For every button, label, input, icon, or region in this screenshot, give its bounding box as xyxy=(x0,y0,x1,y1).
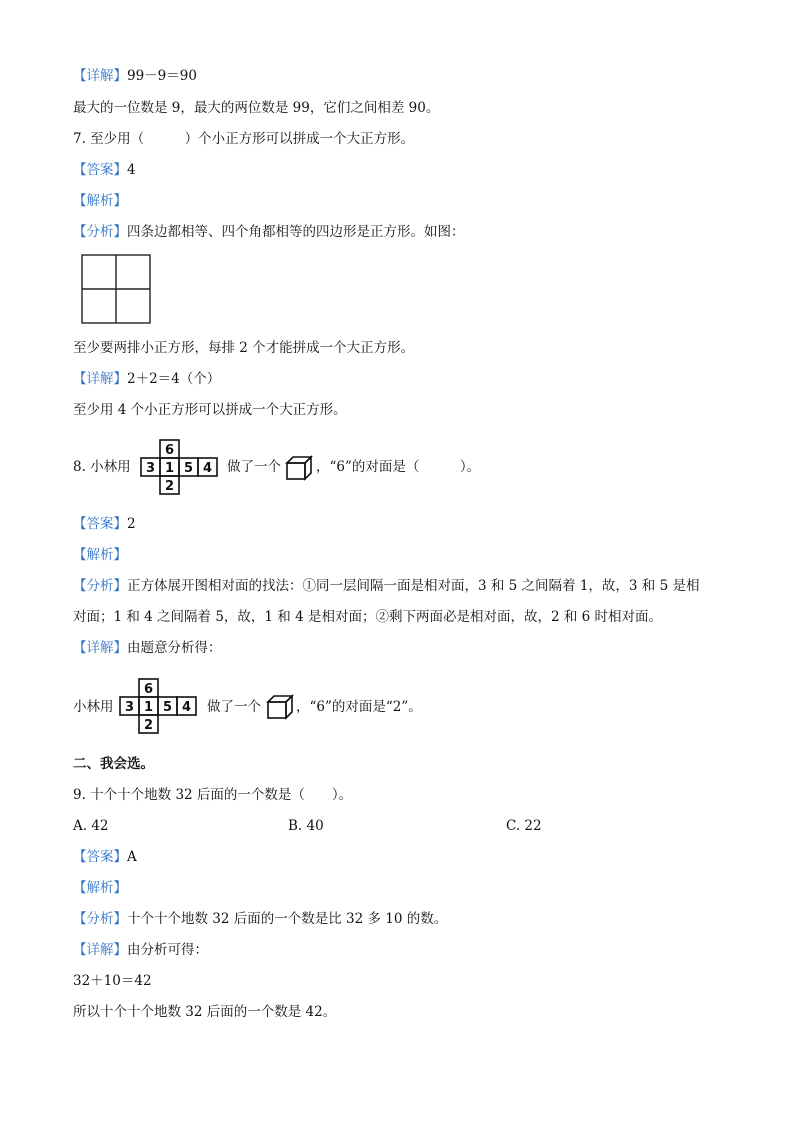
q7-line2: 至少要两排小正方形，每排 2 个才能拼成一个大正方形。 xyxy=(73,340,415,356)
fenxi-tag: 【分析】 xyxy=(73,911,127,927)
net2-num-top: 6 xyxy=(143,682,154,697)
q7-line3: 至少用 4 个小正方形可以拼成一个大正方形。 xyxy=(73,402,347,418)
q7-answer-line xyxy=(73,161,136,179)
explanation-line: 最大的一位数是 9，最大的两位数是 99，它们之间相差 90。 xyxy=(73,100,440,116)
net2-num-r3: 4 xyxy=(181,700,192,715)
q7-fenxi-line xyxy=(73,223,465,241)
q8-mid: 做了一个 xyxy=(227,459,281,475)
q8b-prefix: 小林用 xyxy=(73,699,114,715)
q8b-mid: 做了一个 xyxy=(207,699,261,715)
q9-xiangjie-line xyxy=(73,941,208,959)
question-7: 7. 至少用（ ）个小正方形可以拼成一个大正方形。 xyxy=(73,131,415,147)
net-num-r2: 5 xyxy=(183,461,194,476)
cube-net-2 xyxy=(117,677,203,735)
option-a: A. 42 xyxy=(73,818,109,834)
answer-value: A xyxy=(127,849,137,865)
net-num-r1: 1 xyxy=(164,461,175,476)
xiangjie-text: 由分析可得： xyxy=(127,942,208,958)
xiangjie-tag: 【详解】 xyxy=(73,942,127,958)
q8-fenxi-line xyxy=(73,577,699,595)
net2-num-r2: 5 xyxy=(162,700,173,715)
net-num-top: 6 xyxy=(164,443,175,458)
answer-tag: 【答案】 xyxy=(73,162,127,178)
big-square-figure xyxy=(81,254,151,324)
q8-fenxi-line2: 对面；1 和 4 之间隔着 5，故，1 和 4 是相对面；②剩下两面必是相对面，故，2 和 6 时相对面。 xyxy=(73,609,663,625)
net2-num-r0: 3 xyxy=(124,700,135,715)
q9-answer-line xyxy=(73,848,137,866)
q8-xiangjie-line xyxy=(73,639,222,657)
cube-net-1 xyxy=(138,438,224,496)
q9-analysis-tag: 【解析】 xyxy=(73,880,127,896)
answer-tag: 【答案】 xyxy=(73,516,127,532)
q7-xiangjie-line xyxy=(73,370,220,388)
answer-value: 2 xyxy=(127,516,136,532)
detail-tag: 【详解】 xyxy=(73,68,127,84)
fenxi-tag: 【分析】 xyxy=(73,578,127,594)
net-num-r0: 3 xyxy=(145,461,156,476)
q8-prefix: 8. 小林用 xyxy=(73,459,131,475)
xiangjie-text: 由题意分析得： xyxy=(127,640,222,656)
net2-num-r1: 1 xyxy=(143,700,154,715)
fenxi-text: 十个十个地数 32 后面的一个数是比 32 多 10 的数。 xyxy=(127,911,448,927)
q8-suffix: ，“6”的对面是（ ）。 xyxy=(316,459,481,475)
option-b: B. 40 xyxy=(288,818,324,834)
q9-final: 所以十个十个地数 32 后面的一个数是 42。 xyxy=(73,1004,337,1020)
net-num-bottom: 2 xyxy=(164,479,175,494)
net2-num-bottom: 2 xyxy=(143,718,154,733)
answer-value: 4 xyxy=(127,162,136,178)
fenxi-text: 四条边都相等、四个角都相等的四边形是正方形。如图： xyxy=(127,224,465,240)
q9-fenxi-line xyxy=(73,910,447,928)
q9-calc: 32＋10＝42 xyxy=(73,973,152,989)
fenxi-text: 正方体展开图相对面的找法：①同一层间隔一面是相对面，3 和 5 之间隔着 1，故，3 和 5 是相 xyxy=(127,578,700,594)
cube-icon xyxy=(285,455,313,481)
xiangjie-text: 2＋2＝4（个） xyxy=(127,371,221,387)
xiangjie-tag: 【详解】 xyxy=(73,640,127,656)
detail-text: 99－9＝90 xyxy=(127,68,197,84)
xiangjie-tag: 【详解】 xyxy=(73,371,127,387)
question-9: 9. 十个十个地数 32 后面的一个数是（ ）。 xyxy=(73,787,353,803)
q8-analysis-tag: 【解析】 xyxy=(73,547,127,563)
q7-analysis-tag: 【解析】 xyxy=(73,193,127,209)
cube-icon-2 xyxy=(266,694,294,720)
net-num-r3: 4 xyxy=(202,461,213,476)
q8b-suffix: ，“6”的对面是“2”。 xyxy=(296,699,422,715)
detail-line xyxy=(73,67,197,85)
section-heading: 二、我会选。 xyxy=(73,756,154,772)
fenxi-tag: 【分析】 xyxy=(73,224,127,240)
q8-answer-line xyxy=(73,515,136,533)
answer-tag: 【答案】 xyxy=(73,849,127,865)
option-c: C. 22 xyxy=(506,818,542,834)
